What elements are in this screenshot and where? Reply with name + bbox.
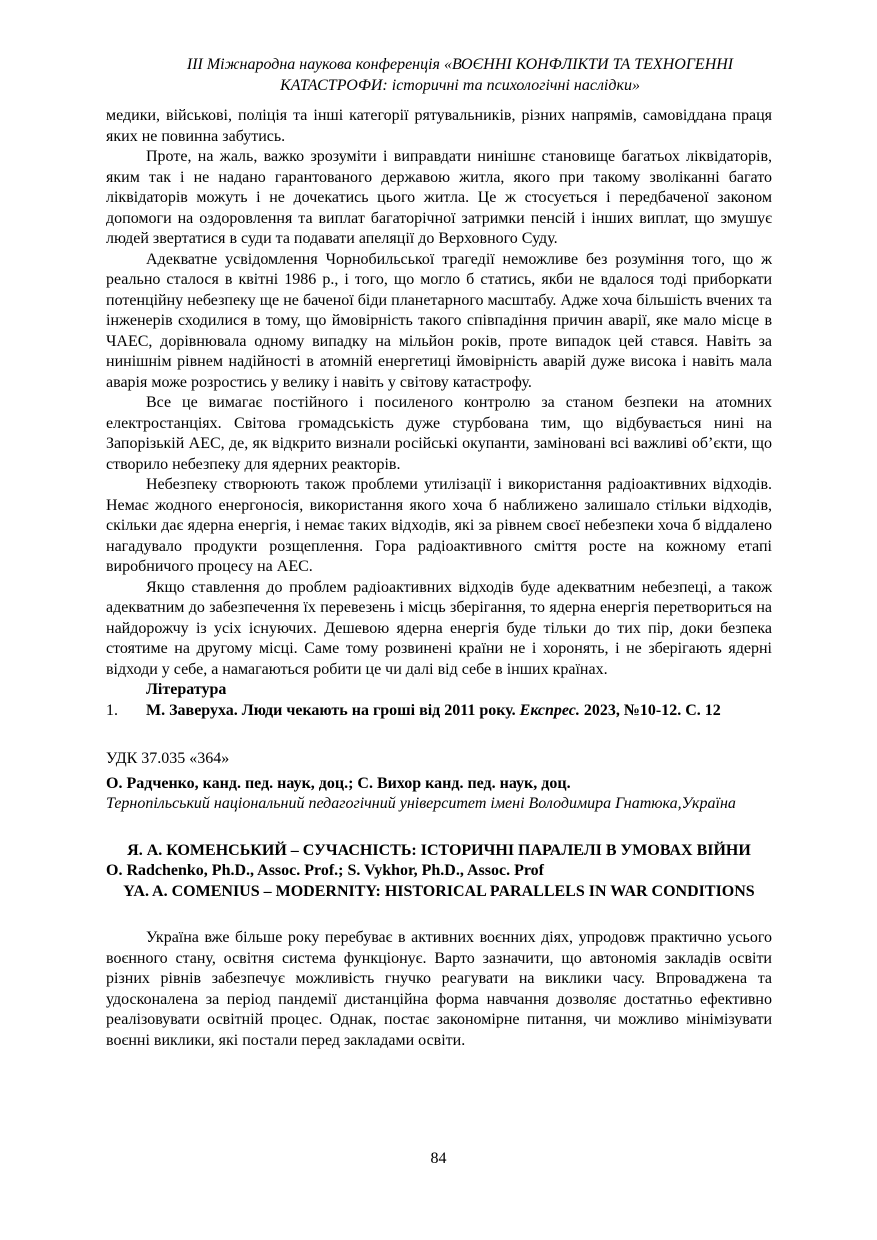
paragraph: Небезпеку створюють також проблеми утилізації і використання радіоактивних відходів. Немає жодного енергоносія, використання якого хоча б наближено залишало стільки відходів, скільки дає ядерна енергія, і немає таких відходів, які за рівнем своєї небезпеки хоча б віддалено нагадувало продукти розщеплення. Гора радіоактивного сміття росте на кожному етапі виробничого процесу на АЕС.: [106, 476, 772, 575]
affiliation: Тернопільський національний педагогічний університет імені Володимира Гнатюка,Україна: [106, 795, 736, 812]
header-line-2: КАТАСТРОФИ: історичні та психологічні наслідки»: [280, 77, 640, 94]
reference-number: 1.: [106, 701, 118, 719]
article-title-ukrainian: Я. А. КОМЕНСЬКИЙ – СУЧАСНІСТЬ: ІСТОРИЧНІ ПАРАЛЕЛІ В УМОВАХ ВІЙНИ: [127, 841, 751, 859]
paragraph: Проте, на жаль, важко зрозуміти і виправдати нинішнє становище багатьох ліквідаторів, яким так і не надано гарантованого державою житла, якого при такому зволіканні багато ліквідаторів можуть і не дочекатись цього житла. Це ж стосується і передбаченої законом допомоги на оздоровлення та виплат багаторічної затримки пенсій і інших виплат, що змушує людей звертатися в суди та подавати апеляції до Верховного Суду.: [106, 148, 772, 247]
authors-english: O. Radchenko, Ph.D., Assoc. Prof.; S. Vykhor, Ph.D., Assoc. Prof: [106, 862, 544, 879]
paragraph: медики, військові, поліція та інші категорії рятувальників, різних напрямів, самовіддана праця яких не повинна забутись.: [106, 107, 772, 145]
reference-authors-title: М. Заверуха. Люди чекають на гроші від 2011 року.: [146, 701, 516, 719]
running-header: [130, 54, 790, 96]
page-number: 84: [430, 1150, 447, 1167]
paragraph: Все це вимагає постійного і посиленого контролю за станом безпеки на атомних електростанціях. Світова громадськість дуже стурбована тим, що відбувається нині на Запорізькій АЕС, де, як відкрито визнали російські окупанти, заміновані всі важливі об’єкти, що створило небезпеку для ядерних реакторів.: [106, 394, 772, 473]
article-intro: [106, 928, 772, 1051]
header-line-1: ІІІ Міжнародна наукова конференція «ВОЄННІ КОНФЛІКТИ ТА ТЕХНОГЕННІ: [186, 56, 734, 73]
paragraph: Адекватне усвідомлення Чорнобильської трагедії неможливе без розуміння того, що ж реально сталося в квітні 1986 р., і того, що могло б статись, якби не вдалося тоді приборкати потенційну небезпеку ще не баченої біди планетарного масштабу. Адже хоча більшість вчених та інженерів сходилися в тому, що ймовірність такого співпадіння причин аварії, яке мало місце в ЧАЕС, дорівнювала одному випадку на мільйон років, проте випадок цей стався. Навіть за нинішнім рівнем надійності в атомній енергетиці ймовірність аварій дуже висока і навіть мала аварія може розростись у велику і навіть у світову катастрофу.: [106, 250, 772, 391]
reference-item: [106, 701, 772, 722]
paragraph: Якщо ставлення до проблем радіоактивних відходів буде адекватним небезпеці, а також адекватним до забезпечення їх перевезень і місць зберігання, то ядерна енергія перетвориться на найдорожчу із усіх існуючих. Дешевою ядерна енергія буде тільки до тих пір, доки безпека стоятиме на другому місці. Саме тому розвинені країни не і хоронять, і не зберігають ядерні відходи у себе, а намагаються робити це чи далі від себе в інших країнах.: [106, 578, 772, 678]
paragraph: Україна вже більше року перебуває в активних воєнних діях, упродовж практично усього воєнного стану, освітня система функціонує. Варто зазначити, що автономія закладів освіти різних рівнів забезпечує можливість гнучко реагувати на виклики часу. Впроваджена та удосконалена за період пандемії дистанційна форма навчання дозволяє достатньо ефективно реалізовувати освітній процес. Однак, постає закономірне питання, чи можливо мінімізувати воєнні виклики, які постали перед закладами освіти.: [106, 929, 772, 1049]
article-title-block: [106, 841, 772, 903]
reference-text: [146, 701, 721, 722]
udk-code: УДК 37.035 «364»: [106, 750, 230, 767]
literature-heading: Література: [146, 681, 227, 698]
reference-journal: Експрес.: [519, 701, 580, 719]
authors-ukrainian: О. Радченко, канд. пед. наук, доц.; С. Вихор канд. пед. наук, доц.: [106, 774, 571, 792]
page-body: [106, 106, 772, 1051]
article-title-english: YA. A. COMENIUS – MODERNITY: HISTORICAL PARALLELS IN WAR CONDITIONS: [123, 882, 755, 900]
reference-details: 2023, №10-12. С. 12: [579, 701, 721, 719]
